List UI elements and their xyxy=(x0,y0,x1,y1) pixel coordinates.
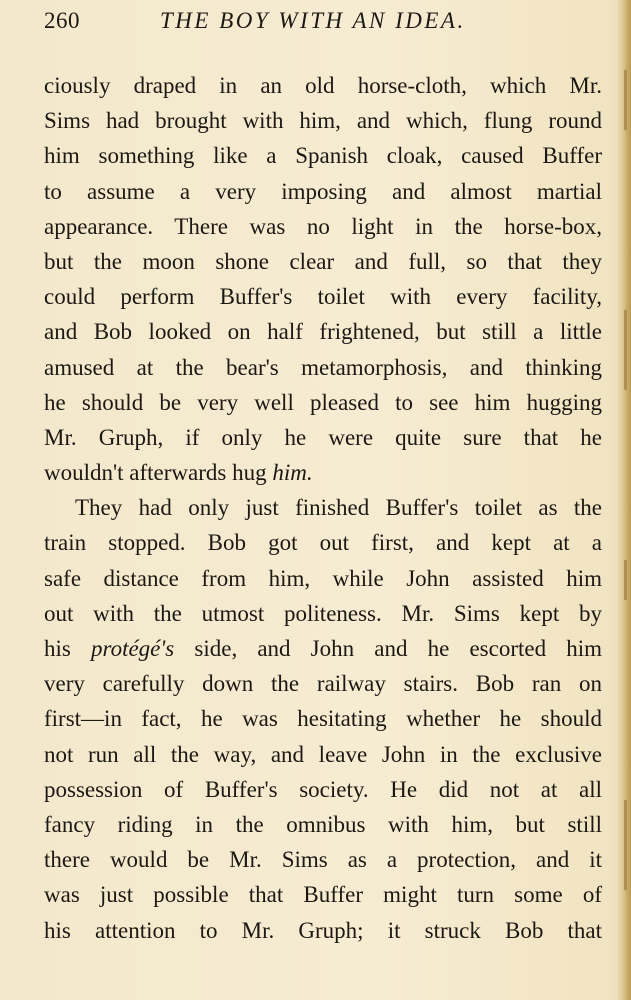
text-fragment: side, and John and he escorted him xyxy=(174,636,603,661)
text-line: he should be very well pleased to see him hugging xyxy=(44,389,602,415)
text-line: could perform Buffer's toilet with every facility, xyxy=(44,284,602,310)
text-line: safe distance from him, while John assisted him xyxy=(44,565,602,591)
text-line: to assume a very imposing and almost martial xyxy=(44,178,602,204)
text-line: and Bob looked on half frightened, but still a little xyxy=(44,319,602,345)
text-line: ciously draped in an old horse-cloth, which Mr. xyxy=(44,73,602,98)
edge-mark xyxy=(624,310,627,390)
text-line: him something like a Spanish cloak, caused Buffer xyxy=(44,143,602,169)
text-line: They had only just finished Buffer's toilet as the xyxy=(75,495,602,521)
page-edge xyxy=(617,0,631,1000)
italic-emphasis: protégé's xyxy=(90,636,175,661)
text-line: amused at the bear's metamorphosis, and thinking xyxy=(44,354,602,380)
text-line: there would be Mr. Sims as a protection, and it xyxy=(44,847,602,873)
italic-emphasis: him. xyxy=(272,460,313,486)
text-line: possession of Buffer's society. He did not at all xyxy=(44,776,602,802)
body-text xyxy=(44,68,602,948)
text-line: but the moon shone clear and full, so that they xyxy=(44,248,602,274)
text-line: Sims had brought with him, and which, flung round xyxy=(44,108,602,134)
edge-mark xyxy=(624,70,627,130)
text-line: not run all the way, and leave John in the exclusive xyxy=(44,741,602,767)
page-header xyxy=(44,8,604,38)
text-line: appearance. There was no light in the horse-box, xyxy=(44,213,602,239)
text-line: first—in fact, he was hesitating whether he should xyxy=(44,706,602,732)
text-fragment: his xyxy=(44,636,91,661)
edge-mark xyxy=(624,800,627,890)
text-line: fancy riding in the omnibus with him, but still xyxy=(44,811,602,837)
text-line: out with the utmost politeness. Mr. Sims kept by xyxy=(44,600,602,626)
running-title: THE BOY WITH AN IDEA. xyxy=(160,8,466,33)
text-line: his attention to Mr. Gruph; it struck Bob that xyxy=(44,917,602,943)
text-fragment: wouldn't afterwards hug xyxy=(44,460,273,486)
text-line xyxy=(44,631,602,666)
text-line xyxy=(44,455,602,490)
text-line: very carefully down the railway stairs. Bob ran on xyxy=(44,671,602,697)
page-number: 260 xyxy=(44,8,80,33)
text-line: was just possible that Buffer might turn some of xyxy=(44,882,602,908)
text-line: Mr. Gruph, if only he were quite sure that he xyxy=(44,424,602,450)
edge-mark xyxy=(624,560,627,600)
text-line: train stopped. Bob got out first, and kept at a xyxy=(44,530,602,556)
